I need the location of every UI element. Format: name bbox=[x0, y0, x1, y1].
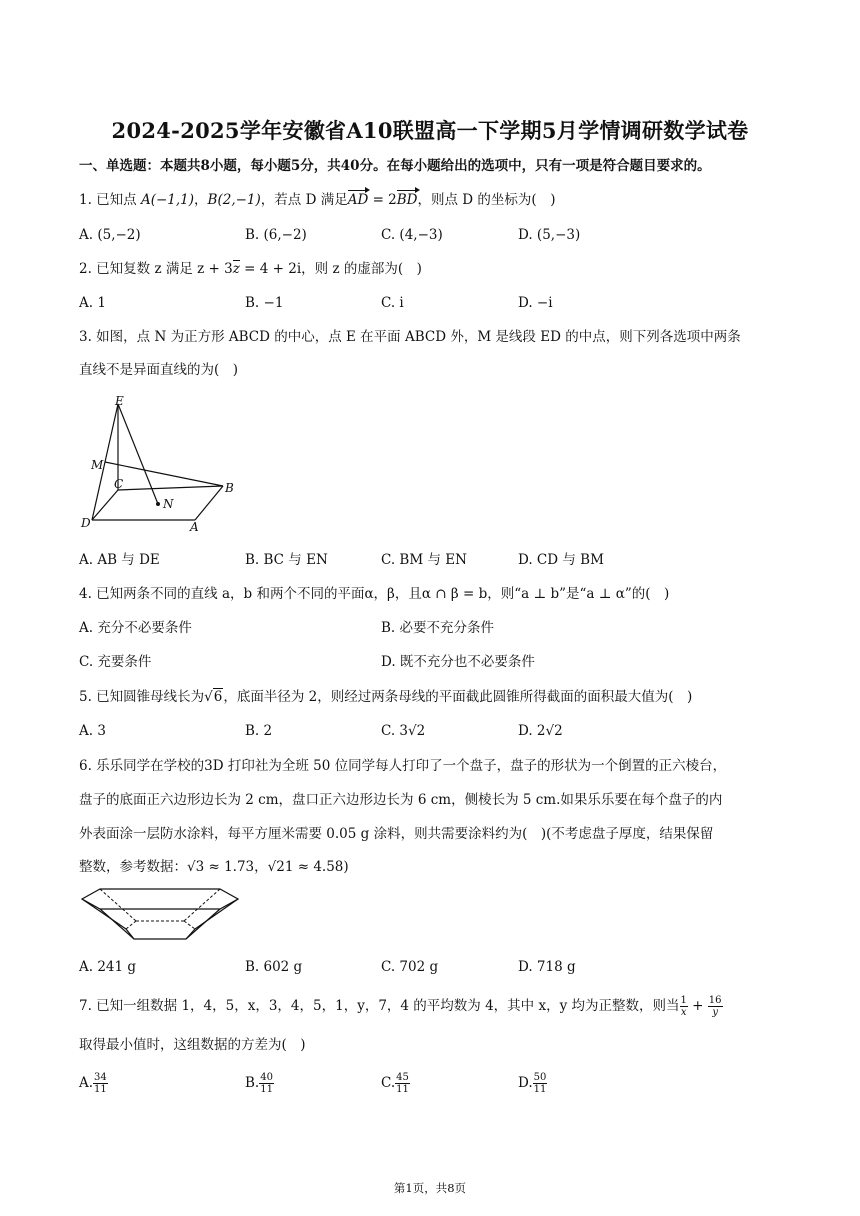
q4-option-a: A. 充分不必要条件 bbox=[79, 620, 192, 636]
page-footer: 第1页，共8页 bbox=[393, 1181, 467, 1195]
point-n bbox=[156, 502, 160, 506]
q7-option-b: B. $\frac{40}{11}$ bbox=[245, 1072, 273, 1095]
q7-option-c: C. $\frac{45}{11}$ bbox=[381, 1072, 409, 1095]
page-title: 2024-2025学年安徽省A10联盟高一下学期5月学情调研数学试卷 bbox=[111, 118, 749, 143]
label-m: M bbox=[91, 458, 104, 472]
q7-option-d: D. $\frac{50}{11}$ bbox=[518, 1072, 547, 1095]
label-n: N bbox=[163, 497, 174, 511]
question-6-line-2: 盘子的底面正六边形边长为 2 cm，盘口正六边形边长为 6 cm，侧棱长为 5 cm.如果乐乐要在每个盘子的内 bbox=[79, 792, 723, 808]
q3-option-c: C. BM 与 EN bbox=[381, 552, 467, 568]
label-c: C bbox=[114, 477, 124, 491]
question-4: 4. 已知两条不同的直线 a，b 和两个不同的平面α，β，且α ∩ β = b，则“a ⊥ b”是“a ⊥ α”的( ) bbox=[79, 586, 670, 602]
question-7-line-2: 取得最小值时，这组数据的方差为( ) bbox=[79, 1037, 306, 1053]
q5-option-a: A. 3 bbox=[79, 723, 106, 739]
label-b: B bbox=[225, 481, 234, 495]
question-5: 5. 已知圆锥母线长为√6，底面半径为 2，则经过两条母线的平面截此圆锥所得截面的面积最大值为( ) bbox=[79, 689, 693, 705]
q2-option-a: A. 1 bbox=[79, 295, 106, 311]
q6-option-c: C. 702 g bbox=[381, 959, 439, 975]
q5-option-d: D. 2√2 bbox=[518, 723, 563, 739]
question-6-line-3: 外表面涂一层防水涂料，每平方厘米需要 0.05 g 涂料，则共需要涂料约为( )(不考虑盘子厚度，结果保留 bbox=[79, 826, 714, 842]
question-6-line-1: 6. 乐乐同学在学校的3D 打印社为全班 50 位同学每人打印了一个盘子，盘子的形状为一个倒置的正六棱台， bbox=[79, 758, 727, 774]
q1-option-b: B. (6,−2) bbox=[245, 227, 307, 243]
q6-option-b: B. 602 g bbox=[245, 959, 303, 975]
question-7-line-1: 7. 已知一组数据 1，4，5，x，3，4，5，1，y，7，4 的平均数为 4，其中 x，y 均为正整数，则当 $\frac{1}{x}$ + $\frac{16}{y}$ bbox=[79, 995, 722, 1018]
label-d: D bbox=[81, 516, 91, 530]
label-e: E bbox=[115, 394, 124, 408]
q4-option-b: B. 必要不充分条件 bbox=[381, 620, 495, 636]
q5-option-c: C. 3√2 bbox=[381, 723, 426, 739]
q3-option-a: A. AB 与 DE bbox=[79, 552, 160, 568]
question-3-line-2: 直线不是异面直线的为( ) bbox=[79, 362, 239, 378]
question-2: 2. 已知复数 z 满足 z + 3z = 4 + 2i，则 z 的虚部为( ) bbox=[79, 261, 422, 277]
q6-option-a: A. 241 g bbox=[79, 959, 137, 975]
q2-option-b: B. −1 bbox=[245, 295, 284, 311]
section-heading: 一、单选题：本题共8小题，每小题5分，共40分。在每小题给出的选项中，只有一项是符合题目要求的。 bbox=[79, 158, 711, 174]
q7-option-a: A. $\frac{34}{11}$ bbox=[79, 1072, 107, 1095]
q6-frustum-figure bbox=[78, 885, 243, 945]
question-6-line-4: 整数，参考数据：√3 ≈ 1.73，√21 ≈ 4.58) bbox=[79, 859, 349, 875]
q2-option-d: D. −i bbox=[518, 295, 553, 311]
q3-pyramid-figure bbox=[78, 392, 248, 538]
q4-option-d: D. 既不充分也不必要条件 bbox=[381, 654, 535, 670]
question-3-line-1: 3. 如图，点 N 为正方形 ABCD 的中心，点 E 在平面 ABCD 外，M 是线段 ED 的中点，则下列各选项中两条 bbox=[79, 329, 741, 345]
q1-option-c: C. (4,−3) bbox=[381, 227, 443, 243]
q1-option-d: D. (5,−3) bbox=[518, 227, 581, 243]
q3-option-b: B. BC 与 EN bbox=[245, 552, 328, 568]
q5-option-b: B. 2 bbox=[245, 723, 273, 739]
label-a: A bbox=[190, 520, 199, 534]
q6-option-d: D. 718 g bbox=[518, 959, 576, 975]
q2-option-c: C. i bbox=[381, 295, 404, 311]
question-1: 1. 已知点 A(−1,1)，B(2,−1)，若点 D 满足AD = 2BD，则点 D 的坐标为( ) bbox=[79, 192, 556, 208]
q1-option-a: A. (5,−2) bbox=[79, 227, 141, 243]
q4-option-c: C. 充要条件 bbox=[79, 654, 152, 670]
q3-option-d: D. CD 与 BM bbox=[518, 552, 604, 568]
